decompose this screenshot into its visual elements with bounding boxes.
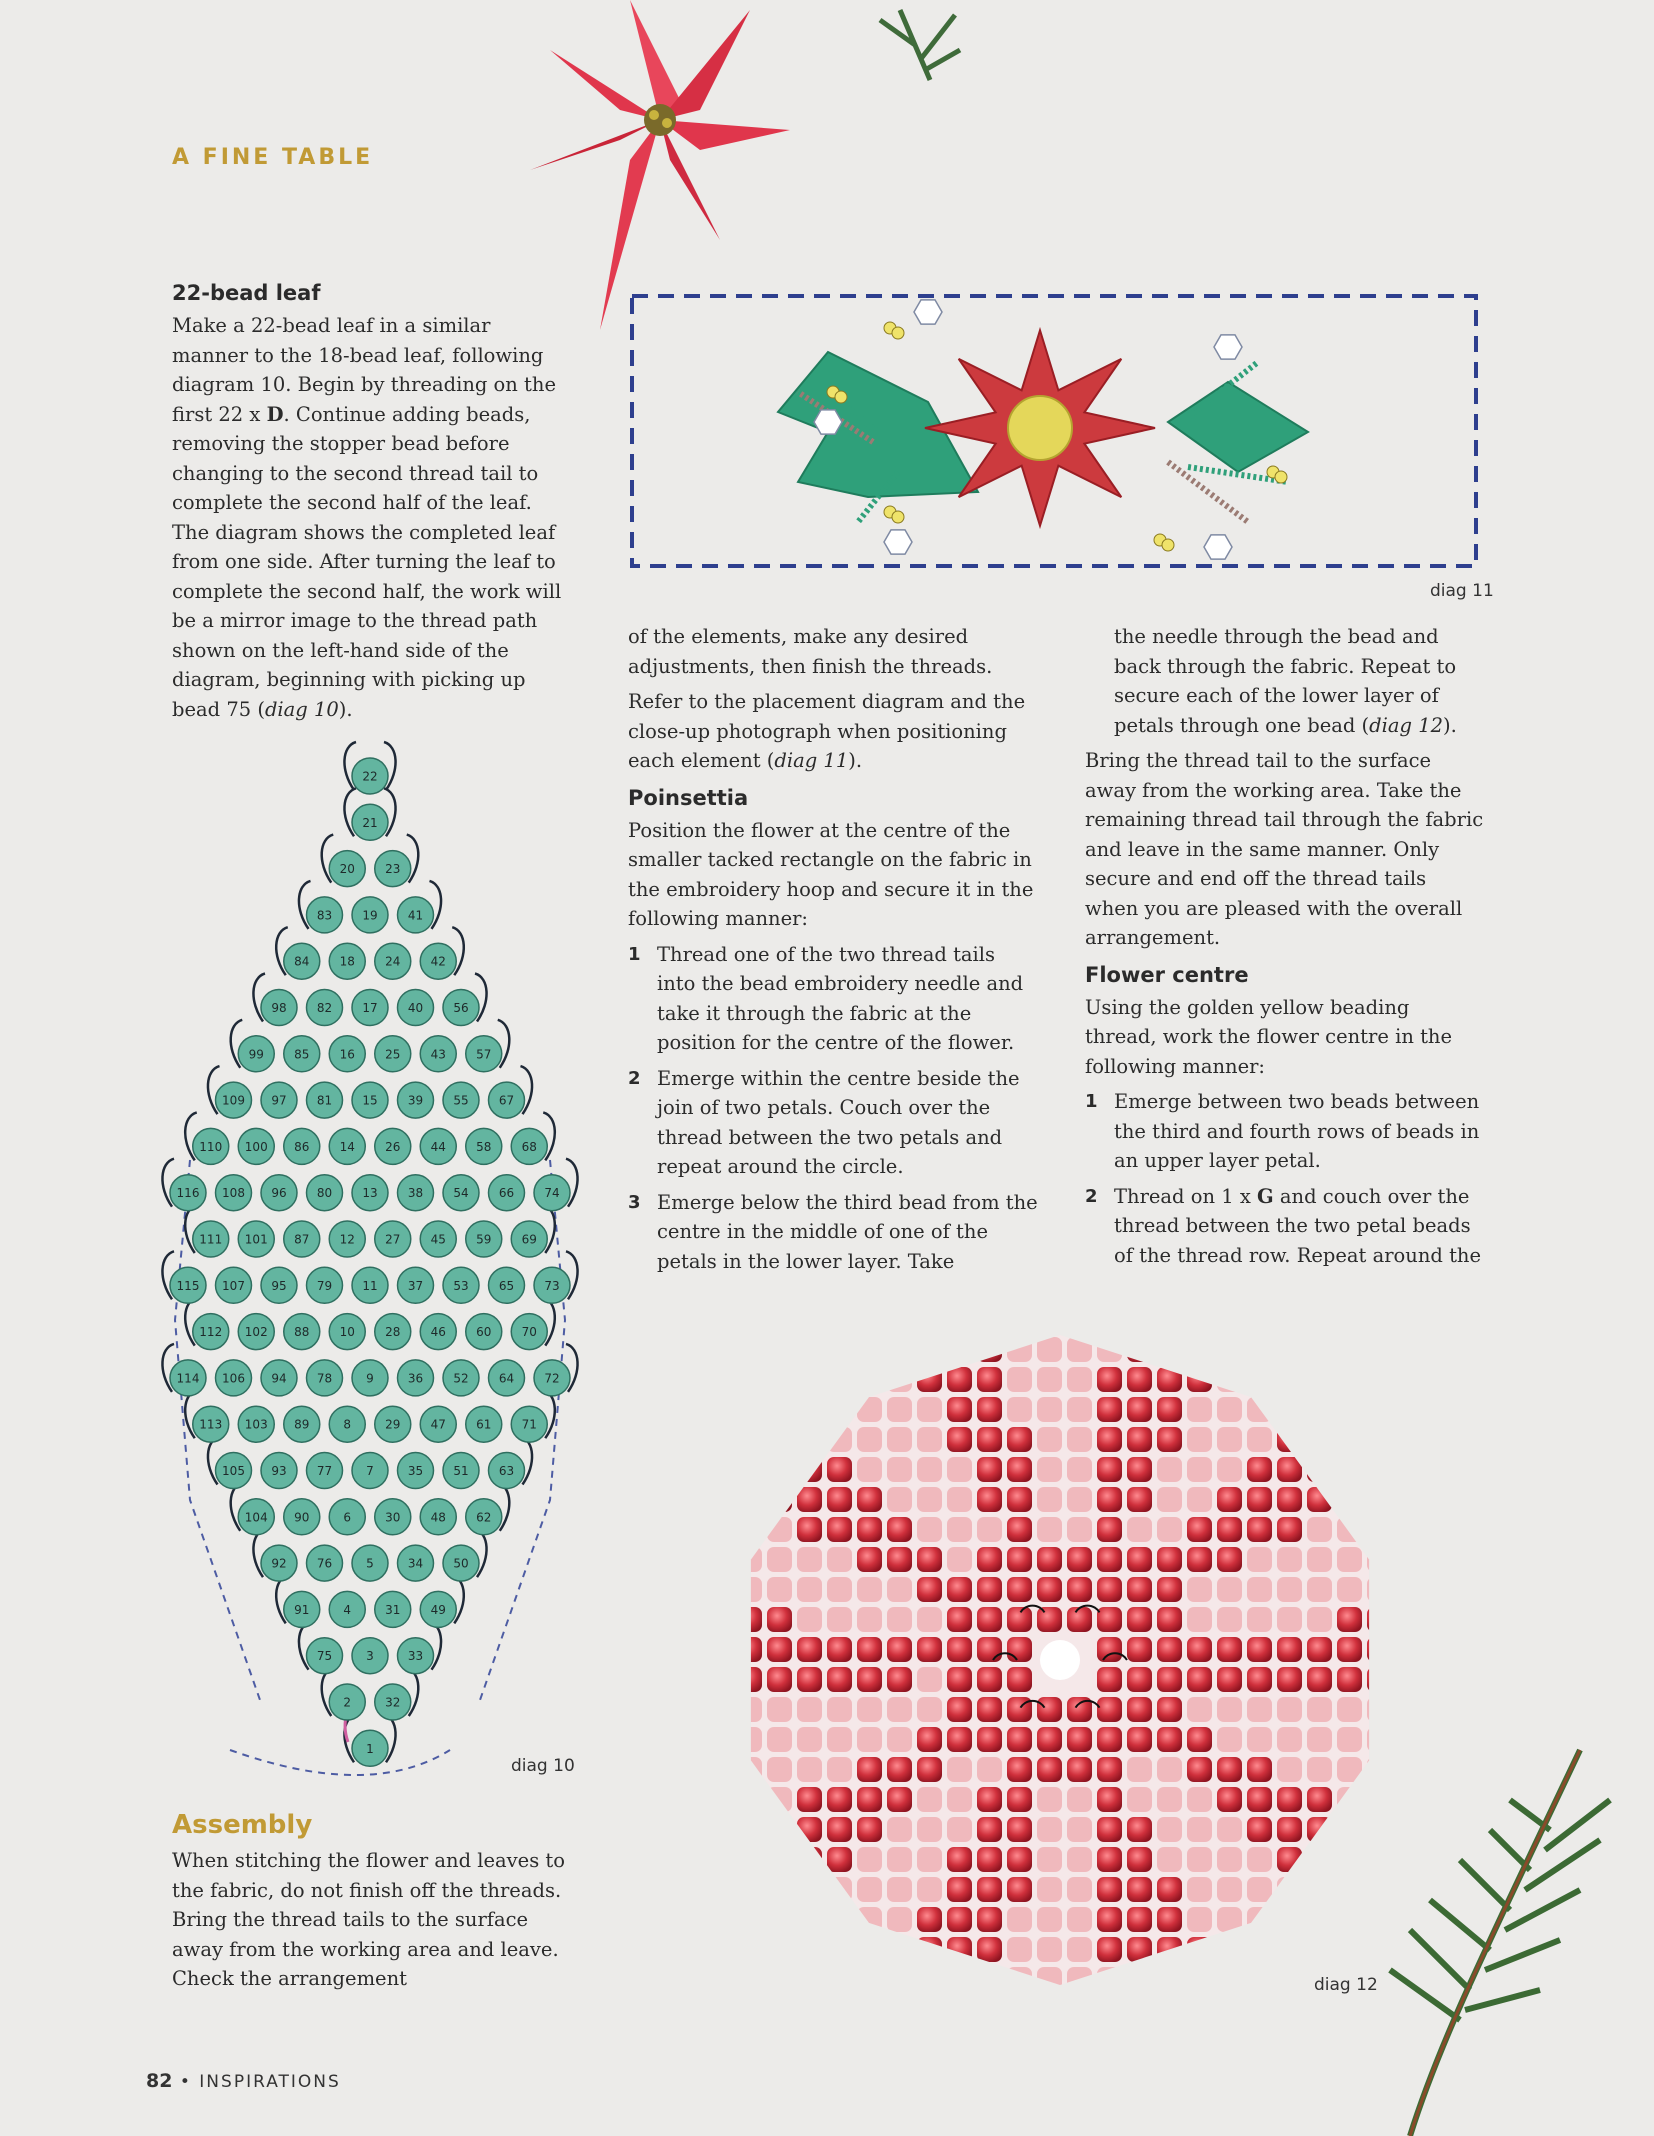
leaf-bead-number: 36 xyxy=(407,1371,424,1386)
leaf-bead-number: 11 xyxy=(362,1278,378,1293)
leaf-bead-number: 94 xyxy=(271,1371,287,1386)
leaf-bead-number: 83 xyxy=(316,908,333,923)
leaf-bead-number: 114 xyxy=(176,1371,200,1386)
leaf-bead-number: 113 xyxy=(199,1417,223,1432)
leaf-bead-number: 58 xyxy=(476,1139,492,1154)
poinsettia-step-2: 2 Emerge within the centre beside the join of two petals. Couch over the thread between the two petals and repeat around the circle. xyxy=(628,1066,1020,1178)
leaf-bead-number: 40 xyxy=(407,1001,424,1015)
leaf-bead-number: 109 xyxy=(222,1093,245,1108)
poinsettia-paragraph: Position the flower at the centre of the smaller tacked rectangle on the fabric in the embroidery hoop and secure it in the following manner: xyxy=(628,818,1034,930)
leaf-bead-number: 47 xyxy=(430,1417,446,1432)
leaf-bead-number: 26 xyxy=(385,1139,401,1154)
right-column xyxy=(1085,622,1485,1276)
leaf-bead-number: 85 xyxy=(294,1047,310,1062)
leaf-bead-number: 104 xyxy=(244,1510,268,1525)
leaf-bead-number: 70 xyxy=(521,1325,537,1340)
leaf-bead-number: 80 xyxy=(316,1186,333,1201)
leaf-bead-number: 6 xyxy=(343,1510,352,1525)
flower-step-1: 1 Emerge between two beads between the third and fourth rows of beads in an upper layer petal. xyxy=(1085,1090,1480,1172)
leaf-bead-number: 66 xyxy=(498,1186,515,1201)
leaf-right xyxy=(1168,382,1308,472)
leaf-bead-number: 98 xyxy=(271,1001,287,1015)
leaf-bead-number: 90 xyxy=(294,1510,310,1525)
assembly-paragraph: When stitching the flower and leaves to the fabric, do not finish off the threads. Bring the thread tails to the surface away from the working area and leave. Check the arrangement xyxy=(172,1849,566,1990)
leaf-bead-number: 106 xyxy=(222,1371,245,1386)
leaf-bead-number: 78 xyxy=(316,1371,333,1386)
leaf-bead-number: 9 xyxy=(366,1371,374,1386)
magazine-name: INSPIRATIONS xyxy=(199,2072,341,2092)
flower-centre xyxy=(1008,396,1072,460)
leaf-bead-number: 10 xyxy=(339,1325,355,1340)
leaf-bead-number: 16 xyxy=(339,1047,355,1062)
leaf-bead-number: 74 xyxy=(544,1186,560,1201)
leaf-bead-number: 84 xyxy=(294,954,310,969)
page-number: 82 xyxy=(146,2070,173,2092)
leaf-bead-number: 112 xyxy=(199,1325,223,1340)
flower-centre-title: Flower centre xyxy=(1085,962,1249,987)
juniper-sprig-bottom xyxy=(1350,1740,1654,2136)
right-continuation: the needle through the bead and back through the fabric. Repeat to secure each of the lower layer of petals through one bead (diag 12). xyxy=(1114,625,1457,737)
leaf-bead-number: 64 xyxy=(498,1371,515,1386)
poinsettia-steps xyxy=(628,940,1038,1277)
diag11-placement-diagram xyxy=(628,292,1480,570)
leaf-bead-number: 116 xyxy=(176,1186,200,1201)
leaf-bead-number: 19 xyxy=(362,908,378,923)
leaf-bead-number: 32 xyxy=(385,1695,401,1710)
leaf-bead-number: 25 xyxy=(385,1047,401,1062)
middle-column xyxy=(628,622,1038,1282)
leaf-bead-number: 13 xyxy=(362,1186,378,1201)
leaf-bead-number: 55 xyxy=(453,1093,469,1108)
leaf-bead-number: 38 xyxy=(407,1186,424,1201)
leaf-paragraph: Make a 22-bead leaf in a similar manner to the 18-bead leaf, following diagram 10. Begin by threading on the first 22 x D. Continue adding beads, removing the stopper bead before changing to the second thread tail to complete the second half of the leaf. The diagram shows the completed leaf from one side. After turning the leaf to complete the second half, the work will be a mirror image to the thread path shown on the left-hand side of the diagram, beginning with picking up bead 75 (diag 10). xyxy=(172,314,562,721)
diag10-leaf-diagram xyxy=(150,740,590,1780)
flower-step-2: 2 Thread on 1 x G and couch over the thread between the two petal beads of the thread row. Repeat around the xyxy=(1085,1184,1482,1267)
leaf-bead-number: 14 xyxy=(339,1139,355,1154)
leaf-bead-number: 41 xyxy=(407,908,424,923)
leaf-bead-number: 30 xyxy=(385,1510,401,1525)
right-paragraph-1: Bring the thread tail to the surface away from the working area. Take the remaining thread tail through the fabric and leave in the same manner. Only secure and end off the thread tails when you are pleased with the overall arrangement. xyxy=(1085,749,1484,949)
leaf-bead-number: 105 xyxy=(222,1464,245,1478)
leaf-bead-number: 31 xyxy=(385,1602,401,1617)
hex-bead xyxy=(814,410,842,434)
poinsettia-photo xyxy=(520,0,900,340)
leaf-bead-number: 15 xyxy=(362,1093,378,1108)
leaf-bead-number: 103 xyxy=(244,1417,268,1432)
middle-paragraph-1: of the elements, make any desired adjustments, then finish the threads. xyxy=(628,625,993,678)
leaf-bead-number: 21 xyxy=(362,815,378,830)
leaf-bead-number: 67 xyxy=(498,1093,515,1108)
juniper-sprig-top xyxy=(860,0,980,90)
leaf-bead-number: 48 xyxy=(430,1510,446,1525)
leaf-bead-number: 43 xyxy=(430,1047,446,1062)
leaf-bead-number: 7 xyxy=(366,1464,374,1478)
leaf-bead-number: 81 xyxy=(316,1093,333,1108)
leaf-bead-number: 99 xyxy=(248,1047,264,1062)
leaf-bead-number: 91 xyxy=(294,1602,310,1617)
leaf-bead-number: 42 xyxy=(430,954,446,969)
leaf-bead-number: 54 xyxy=(453,1186,469,1201)
leaf-bead-number: 22 xyxy=(362,769,378,784)
leaf-bead-number: 50 xyxy=(453,1556,469,1571)
flower-centre-steps xyxy=(1085,1087,1485,1270)
leaf-bead-number: 88 xyxy=(294,1325,310,1340)
leaf-bead-number: 49 xyxy=(430,1602,446,1617)
leaf-bead-number: 89 xyxy=(294,1417,310,1432)
diag10-caption: diag 10 xyxy=(511,1756,575,1776)
leaf-bead-number: 2 xyxy=(343,1695,352,1710)
leaf-bead-number: 73 xyxy=(544,1278,560,1293)
leaf-bead-number: 28 xyxy=(385,1325,401,1340)
poinsettia-step-3: 3 Emerge below the third bead from the centre in the middle of one of the petals in the lower layer. Take xyxy=(628,1190,1038,1273)
leaf-bead-number: 68 xyxy=(521,1139,537,1154)
leaf-bead-number: 65 xyxy=(498,1278,515,1293)
leaf-bead-number: 95 xyxy=(271,1278,287,1293)
flower-centre-paragraph: Using the golden yellow beading thread, work the flower centre in the following manner: xyxy=(1085,995,1453,1078)
leaf-bead-number: 24 xyxy=(385,954,401,969)
leaf-bead-number: 39 xyxy=(407,1093,424,1108)
leaf-bead-number: 71 xyxy=(521,1417,537,1432)
leaf-bead-number: 20 xyxy=(339,862,355,877)
leaf-bead-number: 17 xyxy=(362,1001,378,1015)
leaf-bead-number: 97 xyxy=(271,1093,287,1108)
page-footer: 82 • INSPIRATIONS xyxy=(146,2070,341,2092)
hex-bead xyxy=(884,530,912,554)
leaf-bead-number: 51 xyxy=(453,1464,469,1478)
leaf-bead-number: 53 xyxy=(453,1278,469,1293)
leaf-title: 22-bead leaf xyxy=(172,281,321,305)
leaf-bead-number: 75 xyxy=(316,1649,333,1664)
leaf-bead-number: 115 xyxy=(176,1278,200,1293)
leaf-bead-number: 8 xyxy=(343,1417,352,1432)
leaf-bead-number: 77 xyxy=(316,1464,333,1478)
leaf-bead-number: 102 xyxy=(244,1325,268,1340)
leaf-bead-number: 107 xyxy=(222,1278,245,1293)
leaf-bead-number: 57 xyxy=(476,1047,492,1062)
leaf-bead-number: 111 xyxy=(199,1232,223,1247)
leaf-bead-number: 62 xyxy=(476,1510,492,1525)
leaf-bead-number: 76 xyxy=(316,1556,333,1571)
leaf-bead-number: 93 xyxy=(271,1464,287,1478)
hex-bead xyxy=(914,300,942,324)
leaf-bead-number: 108 xyxy=(222,1186,245,1201)
hex-bead xyxy=(1214,335,1242,359)
diag11-caption: diag 11 xyxy=(1430,581,1494,601)
leaf-bead-number: 27 xyxy=(385,1232,401,1247)
leaf-bead-number: 23 xyxy=(385,862,401,877)
leaf-bead-number: 12 xyxy=(339,1232,355,1247)
leaf-bead-number: 87 xyxy=(294,1232,310,1247)
leaf-section xyxy=(172,281,572,730)
leaf-bead-number: 37 xyxy=(407,1278,424,1293)
leaf-bead-number: 101 xyxy=(244,1232,268,1247)
leaf-bead-number: 5 xyxy=(366,1556,374,1571)
diag12-flower-centre-closeup xyxy=(725,1325,1395,1995)
poinsettia-step-1: 1 Thread one of the two thread tails into the bead embroidery needle and take it through the fabric at the position for the centre of the flower. xyxy=(628,942,1024,1054)
leaf-bead-number: 33 xyxy=(407,1649,424,1664)
leaf-bead-number: 96 xyxy=(271,1186,287,1201)
hex-bead xyxy=(1204,535,1232,559)
leaf-bead-number: 72 xyxy=(544,1371,560,1386)
diag12-caption: diag 12 xyxy=(1314,1975,1378,1995)
leaf-bead-number: 3 xyxy=(366,1649,374,1664)
leaf-bead-number: 92 xyxy=(271,1556,287,1571)
assembly-title: Assembly xyxy=(172,1810,313,1840)
middle-paragraph-2: Refer to the placement diagram and the close-up photograph when positioning each element (diag 11). xyxy=(628,690,1026,772)
leaf-bead-number: 110 xyxy=(199,1139,223,1154)
leaf-bead-number: 35 xyxy=(407,1464,424,1478)
leaf-bead-number: 79 xyxy=(316,1278,333,1293)
leaf-bead-number: 100 xyxy=(244,1139,268,1154)
leaf-bead-number: 69 xyxy=(521,1232,537,1247)
leaf-bead-number: 82 xyxy=(316,1001,333,1015)
leaf-bead-number: 52 xyxy=(453,1371,469,1386)
leaf-bead-number: 29 xyxy=(385,1417,401,1432)
leaf-bead-number: 44 xyxy=(430,1139,446,1154)
leaf-bead-number: 59 xyxy=(476,1232,492,1247)
section-tag: A FINE TABLE xyxy=(172,145,374,170)
leaf-bead-number: 56 xyxy=(453,1001,469,1015)
leaf-bead-number: 86 xyxy=(294,1139,310,1154)
leaf-bead-number: 61 xyxy=(476,1417,492,1432)
leaf-bead-number: 1 xyxy=(366,1741,374,1756)
leaf-bead-number: 63 xyxy=(498,1464,515,1478)
leaf-bead-number: 4 xyxy=(343,1602,352,1617)
leaf-bead-number: 60 xyxy=(476,1325,492,1340)
poinsettia-title: Poinsettia xyxy=(628,785,749,810)
leaf-bead-number: 18 xyxy=(339,954,355,969)
leaf-bead-number: 34 xyxy=(407,1556,424,1571)
assembly-section xyxy=(172,1810,572,2000)
leaf-bead-number: 46 xyxy=(430,1325,446,1340)
leaf-bead-number: 45 xyxy=(430,1232,446,1247)
